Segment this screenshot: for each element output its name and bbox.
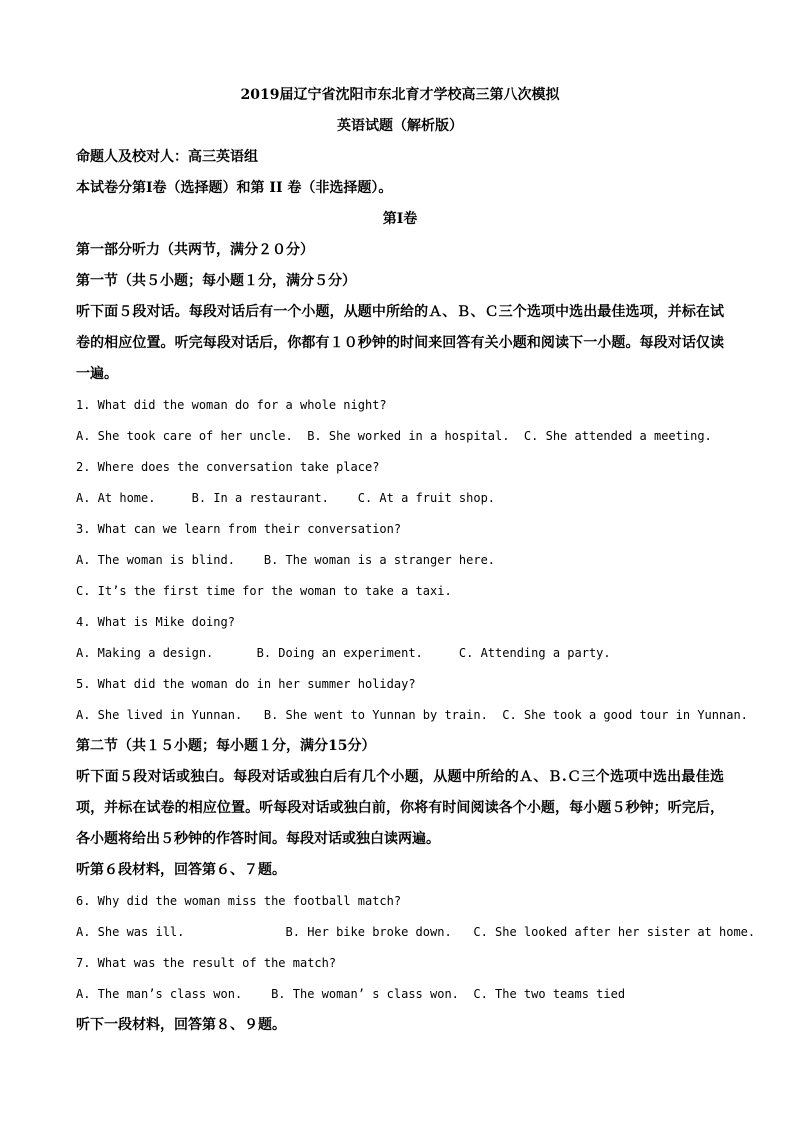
question-5: 5. What did the woman do in her summer holiday? [76, 677, 416, 691]
question-3-options-row1: A. The woman is blind. B. The woman is a stranger here. [76, 553, 496, 567]
part1-heading: 第一部分听力（共两节，满分２０分） [76, 242, 314, 258]
question-7-options: A. The man’s class won. B. The woman’ s class won. C. The two teams tied [76, 987, 626, 1001]
group1-heading: 听第６段材料，回答第６、７题。 [76, 862, 286, 878]
question-6: 6. Why did the woman miss the football match? [76, 894, 402, 908]
section2-heading: 第二节（共１５小题；每小题１分，满分15分） [76, 738, 376, 754]
question-6-options: A. She was ill. B. Her bike broke down. C. She looked after her sister at home. [76, 925, 756, 939]
page-content [76, 80, 756, 1041]
question-7: 7. What was the result of the match? [76, 956, 337, 970]
volume-title: 第Ⅰ卷 [382, 211, 418, 227]
question-3-options-row2: C. It’s the first time for the woman to take a taxi. [76, 584, 452, 598]
intro-line: 本试卷分第Ⅰ卷（选择题）和第 II 卷（非选择题）。 [76, 180, 393, 196]
question-1: 1. What did the woman do for a whole night? [76, 398, 387, 412]
exam-title: 2019届辽宁省沈阳市东北育才学校高三第八次模拟 [240, 87, 560, 103]
section2-instructions: 听下面５段对话或独白。每段对话或独白后有几个小题，从题中所给的Ａ、Ｂ.Ｃ三个选项中选出最佳选项，并标在试卷的相应位置。听每段对话或独白前，你将有时间阅读各个小题，每小题５秒钟；听完后，各小题将给出５秒钟的作答时间。每段对话或独白读两遍。 [76, 769, 724, 847]
question-3: 3. What can we learn from their conversation? [76, 522, 402, 536]
section1-instructions: 听下面５段对话。每段对话后有一个小题，从题中所给的Ａ、Ｂ、Ｃ三个选项中选出最佳选项，并标在试卷的相应位置。听完每段对话后，你都有１０秒钟的时间来回答有关小题和阅读下一小题。每段对话仅读一遍。 [76, 304, 724, 382]
question-1-options: A. She took care of her uncle. B. She worked in a hospital. C. She attended a meeting. [76, 429, 712, 443]
question-4-options: A. Making a design. B. Doing an experiment. C. Attending a party. [76, 646, 611, 660]
author-line: 命题人及校对人：高三英语组 [76, 149, 258, 165]
question-2: 2. Where does the conversation take place? [76, 460, 380, 474]
exam-subtitle: 英语试题（解析版） [337, 118, 463, 134]
question-5-options: A. She lived in Yunnan. B. She went to Yunnan by train. C. She took a good tour in Yunnan. [76, 708, 748, 722]
question-2-options: A. At home. B. In a restaurant. C. At a fruit shop. [76, 491, 496, 505]
question-4: 4. What is Mike doing? [76, 615, 235, 629]
section1-heading: 第一节（共５小题；每小题１分，满分５分） [76, 273, 356, 289]
group2-heading: 听下一段材料，回答第８、９题。 [76, 1017, 286, 1033]
